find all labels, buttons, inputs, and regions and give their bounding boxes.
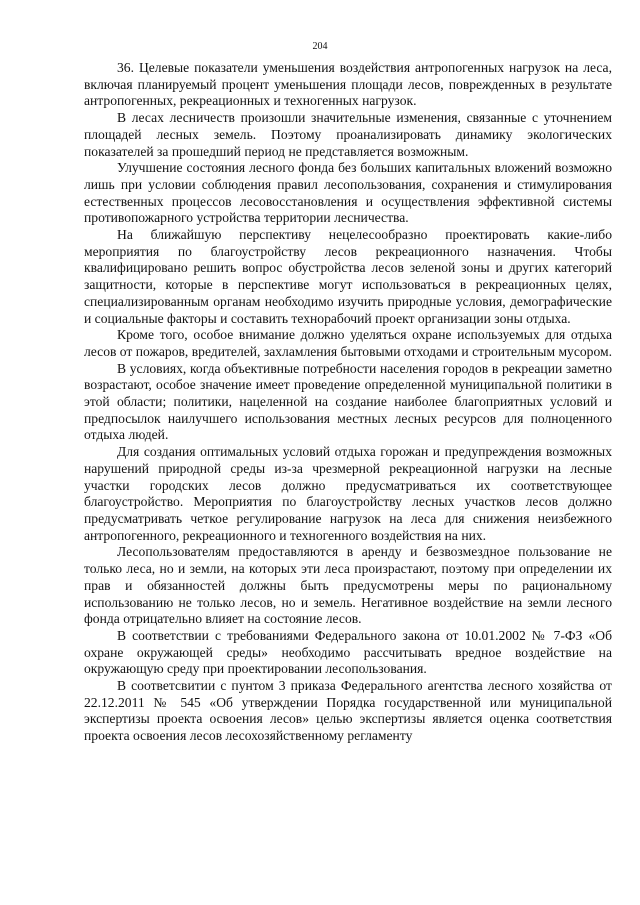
paragraph-7: Для создания оптимальных условий отдыха горожан и предупреждения возможных нарушений природной среды из-за чрезмерной рекреационной нагрузки на лесные участки городских лесов должно предусматриваться их соответствующее благоустройство. Мероприятия по благоустройству лесных участков лесов должно предусматривать четкое регулирование нагрузок на леса для снижения неизбежного антропогенного, рекреационного и техногенного воздействия на них.	[84, 444, 612, 543]
page-body	[84, 60, 612, 745]
paragraph-2: В лесах лесничеств произошли значительные изменения, связанные с уточнением площадей лесных земель. Поэтому проанализировать динамику экологических показателей за прошедший период не представляется возможным.	[84, 110, 612, 159]
page-number: 204	[312, 41, 328, 52]
paragraph-1: 36. Целевые показатели уменьшения воздействия антропогенных нагрузок на леса, включая планируемый процент уменьшения площади лесов, поврежденных в результате антропогенных, рекреационных и техногенных нагрузок.	[84, 60, 612, 109]
paragraph-5: Кроме того, особое внимание должно уделяться охране используемых для отдыха лесов от пожаров, вредителей, захламления бытовыми отходами и строительным мусором.	[84, 327, 613, 359]
paragraph-4: На ближайшую перспективу нецелесообразно проектировать какие-либо мероприятия по благоустройству лесов рекреационного назначения. Чтобы квалифицировано решить вопрос обустройства лесов зеленой зоны и других категорий защитности, которые в перспективе могут использоваться в рекреационных целях, специализированным органам необходимо изучить природные условия, демографические и социальные факторы и составить технорабочий проект организации зоны отдыха.	[84, 227, 612, 326]
paragraph-9: В соответствии с требованиями Федерального закона от 10.01.2002 № 7-ФЗ «Об охране окружающей среды» необходимо рассчитывать вредное воздействие на окружающую среду при проектировании лесопользования.	[84, 627, 612, 677]
paragraph-3: Улучшение состояния лесного фонда без больших капитальных вложений возможно лишь при условии соблюдения правил лесопользования, сохранения и стимулирования естественных процессов лесовосстановления и осуществления эффективной системы противопожарного устройства территории лесничества.	[84, 160, 612, 226]
paragraph-8: Лесопользователям предоставляются в аренду и безвозмездное пользование не только леса, но и земли, на которых эти леса произрастают, поэтому при определении их прав и обязанностей должны быть предусмотрены меры по рациональному использованию не только лесов, но и земель. Негативное воздействие на земли лесного фонда отрицательно влияет на состояние лесов.	[84, 544, 612, 627]
paragraph-6: В условиях, когда объективные потребности населения городов в рекреации заметно возрастают, особое значение имеет проведение определенной муниципальной политики в этой области; политики, нацеленной на создание наиболее благоприятных условий и предпосылок наилучшего использования местных лесных ресурсов для полноценного отдыха людей.	[84, 360, 612, 443]
paragraph-10: В соответсвитии с пунтом 3 приказа Федерального агентства лесного хозяйства от 22.12.2011 № 545 «Об утверждении Порядка государственной или муниципальной экспертизы проекта освоения лесов» целью экспертизы является оценка соответствия проекта освоения лесов лесохозяйственному регламенту	[84, 678, 612, 744]
